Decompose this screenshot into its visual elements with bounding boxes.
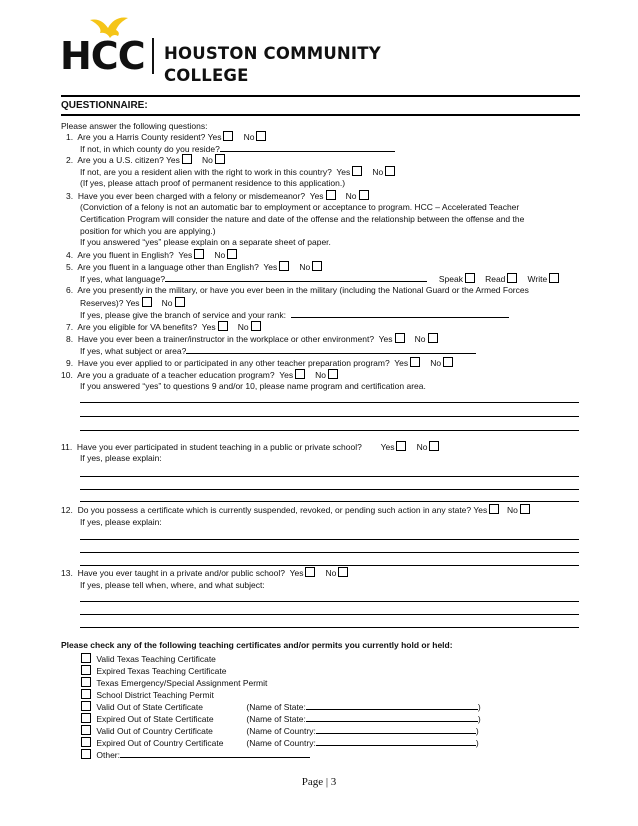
question-1: 1. Are you a Harris County resident? Yes No — [66, 131, 269, 143]
q7-no-checkbox[interactable] — [251, 321, 261, 331]
question-6: 6. Are you presently in the military, or have you ever been in the military (including the National Guard or the Armed Forces — [66, 285, 529, 295]
cert-valid-out-of-state-checkbox[interactable] — [81, 701, 91, 711]
cert-valid-out-of-country-checkbox[interactable] — [81, 725, 91, 735]
question-10: 10. Are you a graduate of a teacher education program? Yes No — [61, 369, 341, 381]
question-11: 11. Have you ever participated in student teaching in a public or private school? Yes No — [61, 441, 442, 453]
q9-yes-checkbox[interactable] — [410, 357, 420, 367]
cert-other-checkbox[interactable] — [81, 749, 91, 759]
college-name: HOUSTON COMMUNITY COLLEGE — [164, 44, 381, 85]
question-8: 8. Have you ever been a trainer/instructor in the workplace or other environment? Yes No — [66, 333, 441, 345]
cert-expired-texas-checkbox[interactable] — [81, 665, 91, 675]
intro-text: Please answer the following questions: — [61, 121, 208, 131]
q7-yes-checkbox[interactable] — [218, 321, 228, 331]
q2-followup: If not, are you a resident alien with the right to work in this country? Yes No — [80, 166, 398, 178]
q4-yes-checkbox[interactable] — [194, 249, 204, 259]
q8-subject-field[interactable] — [186, 345, 476, 354]
q2-note: (If yes, please attach proof of permanent residence to this application.) — [80, 178, 346, 188]
page-number: Page | 3 — [301, 776, 337, 788]
q3-note-2: Certification Program will consider the nature and date of the offense and the relationship between the offense and the — [80, 214, 525, 224]
valid-state-name-field[interactable] — [306, 701, 478, 710]
certificates-heading: Please check any of the following teaching certificates and/or permits you currently hold or held: — [61, 640, 453, 650]
q9-no-checkbox[interactable] — [443, 357, 453, 367]
q2-alien-yes-checkbox[interactable] — [352, 166, 362, 176]
q10-answer-line-3[interactable] — [80, 430, 579, 431]
q2-alien-no-checkbox[interactable] — [385, 166, 395, 176]
cert-expired-out-of-state-checkbox[interactable] — [81, 713, 91, 723]
q1-no-checkbox[interactable] — [256, 131, 266, 141]
expired-country-name-field[interactable] — [316, 737, 476, 746]
cert-expired-out-of-country-checkbox[interactable] — [81, 737, 91, 747]
question-6-continued: Reserves)? Yes No — [80, 297, 188, 309]
expired-state-name-field[interactable] — [306, 713, 478, 722]
question-12: 12. Do you possess a certificate which is currently suspended, revoked, or pending such action in any state? Yes No — [61, 504, 533, 516]
q11-answer-line-2[interactable] — [80, 489, 579, 490]
cert-item-8: Expired Out of Country Certificate (Name of Country: ) — [79, 737, 479, 749]
q3-no-checkbox[interactable] — [359, 190, 369, 200]
q5-speak-checkbox[interactable] — [465, 273, 475, 283]
question-7: 7. Are you eligible for VA benefits? Yes No — [66, 321, 264, 333]
q12-answer-line-3[interactable] — [80, 565, 579, 566]
q6-branch-rank-field[interactable] — [291, 309, 509, 318]
logo-divider — [152, 38, 154, 74]
q3-note-1: (Conviction of a felony is not an automatic bar to employment or acceptance to program. HCC – Accelerated Teacher — [80, 202, 520, 212]
q2-no-checkbox[interactable] — [215, 154, 225, 164]
q13-answer-line-1[interactable] — [80, 601, 579, 602]
q12-no-checkbox[interactable] — [520, 504, 530, 514]
cert-item-9: Other: — [79, 749, 310, 761]
q13-answer-line-2[interactable] — [80, 614, 579, 615]
q1-county-field[interactable] — [220, 143, 395, 152]
q10-answer-line-2[interactable] — [80, 416, 579, 417]
q11-followup: If yes, please explain: — [80, 453, 162, 463]
q3-note-3: position for which you are applying.) — [80, 226, 216, 236]
q8-no-checkbox[interactable] — [428, 333, 438, 343]
q10-followup: If you answered “yes” to questions 9 and/or 10, please name program and certification area. — [80, 381, 426, 391]
q10-no-checkbox[interactable] — [328, 369, 338, 379]
question-1-text: Are you a Harris County resident? — [77, 132, 206, 142]
q5-followup: If yes, what language? Speak Read Write — [80, 273, 562, 285]
q5-no-checkbox[interactable] — [312, 261, 322, 271]
cert-item-3: Texas Emergency/Special Assignment Permit — [79, 677, 267, 689]
q13-yes-checkbox[interactable] — [305, 567, 315, 577]
cert-item-6: Expired Out of State Certificate (Name of State: ) — [79, 713, 481, 725]
q1-followup: If not, in which county do you reside? — [80, 143, 395, 155]
q11-answer-line-3[interactable] — [80, 501, 579, 502]
q12-followup: If yes, please explain: — [80, 517, 162, 527]
q6-no-checkbox[interactable] — [175, 297, 185, 307]
q1-yes-checkbox[interactable] — [223, 131, 233, 141]
q12-answer-line-2[interactable] — [80, 552, 579, 553]
q12-yes-checkbox[interactable] — [489, 504, 499, 514]
hcc-logo — [60, 16, 390, 85]
q10-answer-line-1[interactable] — [80, 402, 579, 403]
q4-no-checkbox[interactable] — [227, 249, 237, 259]
question-2: 2. Are you a U.S. citizen? Yes No — [66, 154, 228, 166]
logo-text: HCC — [60, 34, 145, 78]
q3-note-4: If you answered “yes” please explain on a separate sheet of paper. — [80, 237, 331, 247]
cert-emergency-permit-checkbox[interactable] — [81, 677, 91, 687]
question-13: 13. Have you ever taught in a private and/or public school? Yes No — [61, 567, 351, 579]
q5-write-checkbox[interactable] — [549, 273, 559, 283]
cert-item-5: Valid Out of State Certificate (Name of State: ) — [79, 701, 481, 713]
q11-no-checkbox[interactable] — [429, 441, 439, 451]
cert-other-field[interactable] — [120, 749, 310, 758]
cert-item-2: Expired Texas Teaching Certificate — [79, 665, 226, 677]
question-3: 3. Have you ever been charged with a felony or misdemeanor? Yes No — [66, 190, 372, 202]
q12-answer-line-1[interactable] — [80, 539, 579, 540]
q3-yes-checkbox[interactable] — [326, 190, 336, 200]
q5-read-checkbox[interactable] — [507, 273, 517, 283]
q13-no-checkbox[interactable] — [338, 567, 348, 577]
q13-followup: If yes, please tell when, where, and what subject: — [80, 580, 265, 590]
valid-country-name-field[interactable] — [316, 725, 476, 734]
cert-valid-texas-checkbox[interactable] — [81, 653, 91, 663]
q6-yes-checkbox[interactable] — [142, 297, 152, 307]
q5-language-field[interactable] — [165, 273, 427, 282]
q13-answer-line-3[interactable] — [80, 627, 579, 628]
question-9: 9. Have you ever applied to or participated in any other teacher preparation program? Yes No — [66, 357, 456, 369]
question-5: 5. Are you fluent in a language other than English? Yes No — [66, 261, 325, 273]
title-rule-bottom — [61, 114, 580, 116]
q10-yes-checkbox[interactable] — [295, 369, 305, 379]
q8-followup: If yes, what subject or area? — [80, 345, 476, 357]
title-rule-top — [61, 95, 580, 97]
question-4: 4. Are you fluent in English? Yes No — [66, 249, 240, 261]
cert-district-permit-checkbox[interactable] — [81, 689, 91, 699]
q6-followup: If yes, please give the branch of service and your rank: — [80, 309, 509, 321]
q2-yes-checkbox[interactable] — [182, 154, 192, 164]
q11-yes-checkbox[interactable] — [396, 441, 406, 451]
cert-item-1: Valid Texas Teaching Certificate — [79, 653, 216, 665]
cert-item-4: School District Teaching Permit — [79, 689, 214, 701]
q5-yes-checkbox[interactable] — [279, 261, 289, 271]
q11-answer-line-1[interactable] — [80, 476, 579, 477]
q8-yes-checkbox[interactable] — [395, 333, 405, 343]
cert-item-7: Valid Out of Country Certificate (Name of Country: ) — [79, 725, 479, 737]
questionnaire-title: QUESTIONNAIRE: — [61, 100, 148, 111]
